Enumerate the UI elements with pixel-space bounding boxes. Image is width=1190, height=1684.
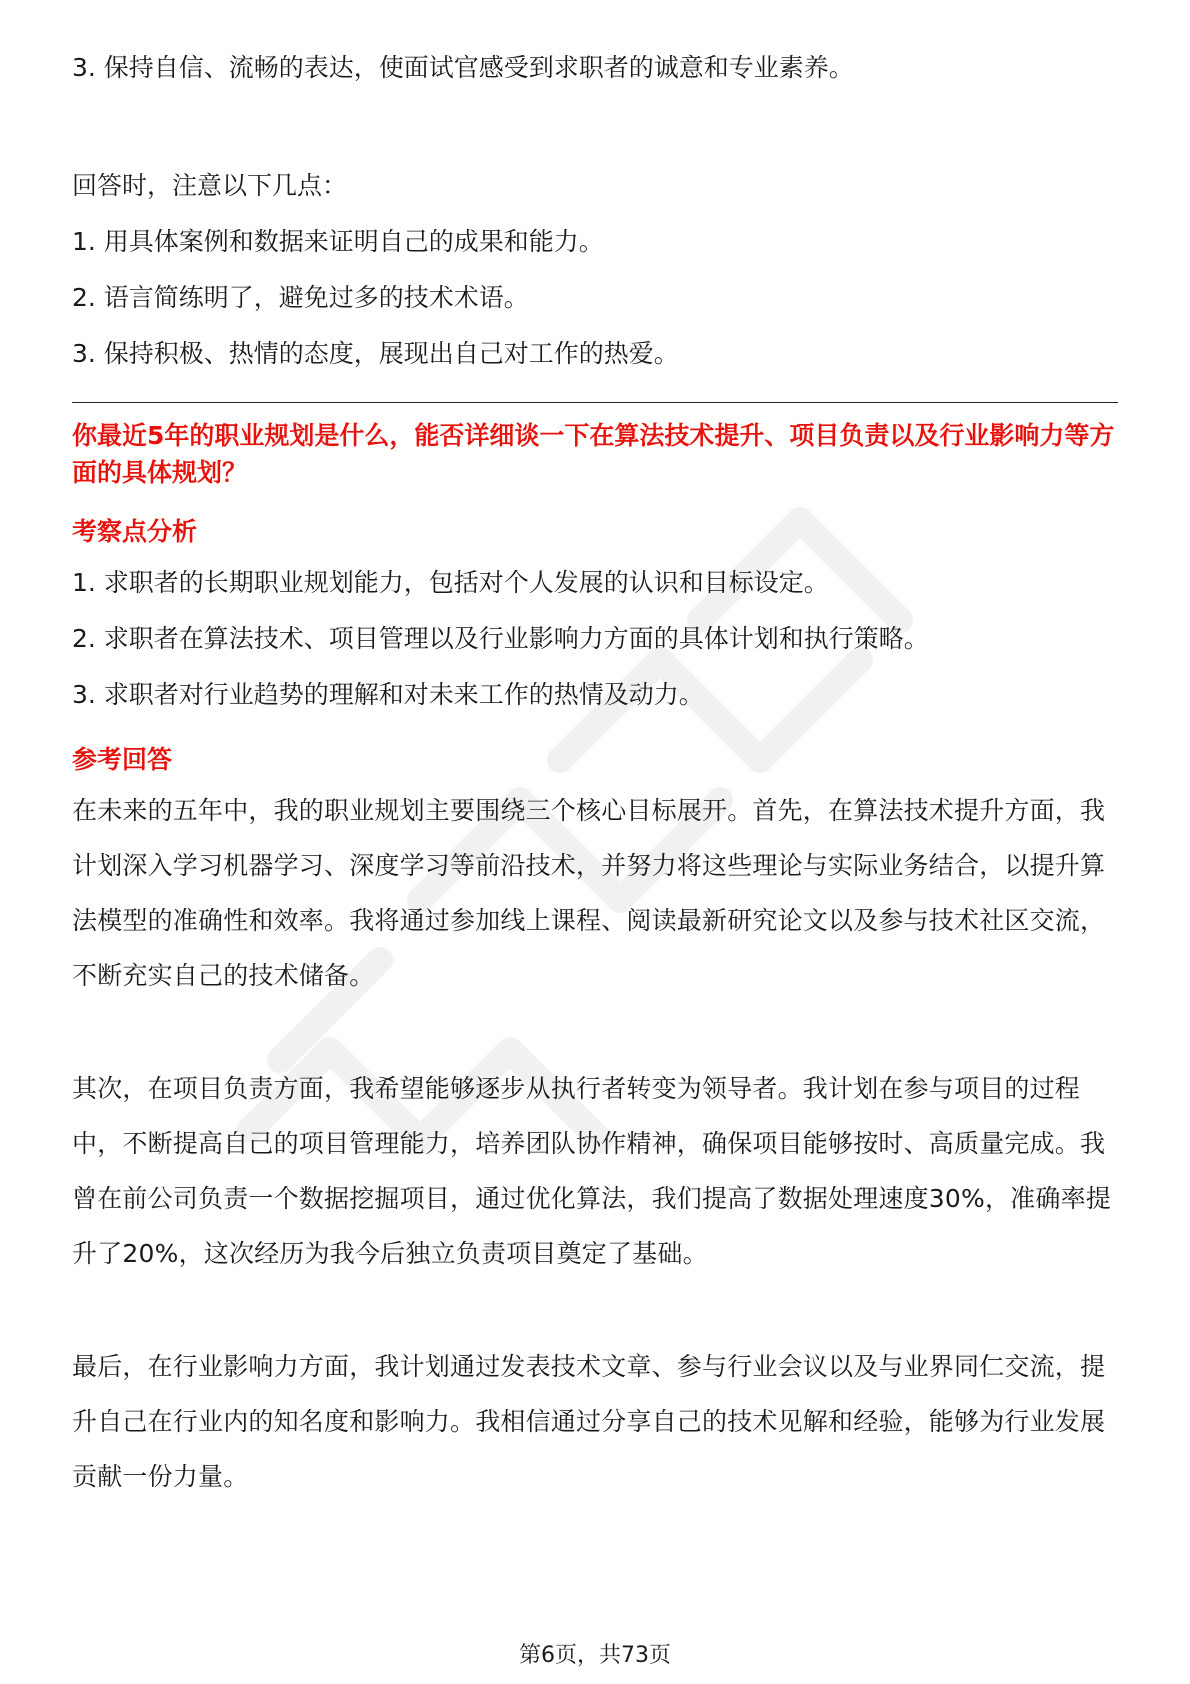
reference-answer-heading: 参考回答 [72,745,173,774]
intro-list-item-3: 3. 保持自信、流畅的表达，使面试官感受到求职者的诚意和专业素养。 [72,53,854,82]
spacer [72,1281,1118,1339]
reference-paragraph: 其次，在项目负责方面，我希望能够逐步从执行者转变为领导者。我计划在参与项目的过程中，不断提高自己的项目管理能力，培养团队协作精神，确保项目能够按时、高质量完成。我曾在前公司负责一个数据挖掘项目，通过优化算法，我们提高了数据处理速度30%，准确率提升了20%，这次经历为我今后独立负责项目奠定了基础。 [72,1074,1111,1268]
answer-tip-item: 3. 保持积极、热情的态度，展现出自己对工作的热爱。 [72,339,679,368]
answer-tip-item: 1. 用具体案例和数据来证明自己的成果和能力。 [72,227,604,256]
reference-paragraph: 最后，在行业影响力方面，我计划通过发表技术文章、参与行业会议以及与业界同仁交流，提升自己在行业内的知名度和影响力。我相信通过分享自己的技术见解和经验，能够为行业发展贡献一份力量。 [72,1352,1106,1491]
spacer [72,96,1118,158]
question-title: 你最近5年的职业规划是什么，能否详细谈一下在算法技术提升、项目负责以及行业影响力等方面的具体规划？ [72,421,1115,487]
answer-tip-item: 2. 语言简练明了，避免过多的技术术语。 [72,283,529,312]
spacer [72,1003,1118,1061]
reference-paragraph: 在未来的五年中，我的职业规划主要围绕三个核心目标展开。首先，在算法技术提升方面，我计划深入学习机器学习、深度学习等前沿技术，并努力将这些理论与实际业务结合，以提升算法模型的准确性和效率。我将通过参加线上课程、阅读最新研究论文以及参与技术社区交流，不断充实自己的技术储备。 [72,796,1106,990]
section-divider [72,402,1118,403]
analysis-item: 2. 求职者在算法技术、项目管理以及行业影响力方面的具体计划和执行策略。 [72,624,929,653]
analysis-item: 1. 求职者的长期职业规划能力，包括对个人发展的认识和目标设定。 [72,568,829,597]
analysis-item: 3. 求职者对行业趋势的理解和对未来工作的热情及动力。 [72,680,704,709]
analysis-heading: 考察点分析 [72,517,198,546]
answer-tips-heading: 回答时，注意以下几点： [72,171,348,200]
page-number: 第6页，共73页 [519,1643,671,1668]
page-content [72,40,1118,1504]
